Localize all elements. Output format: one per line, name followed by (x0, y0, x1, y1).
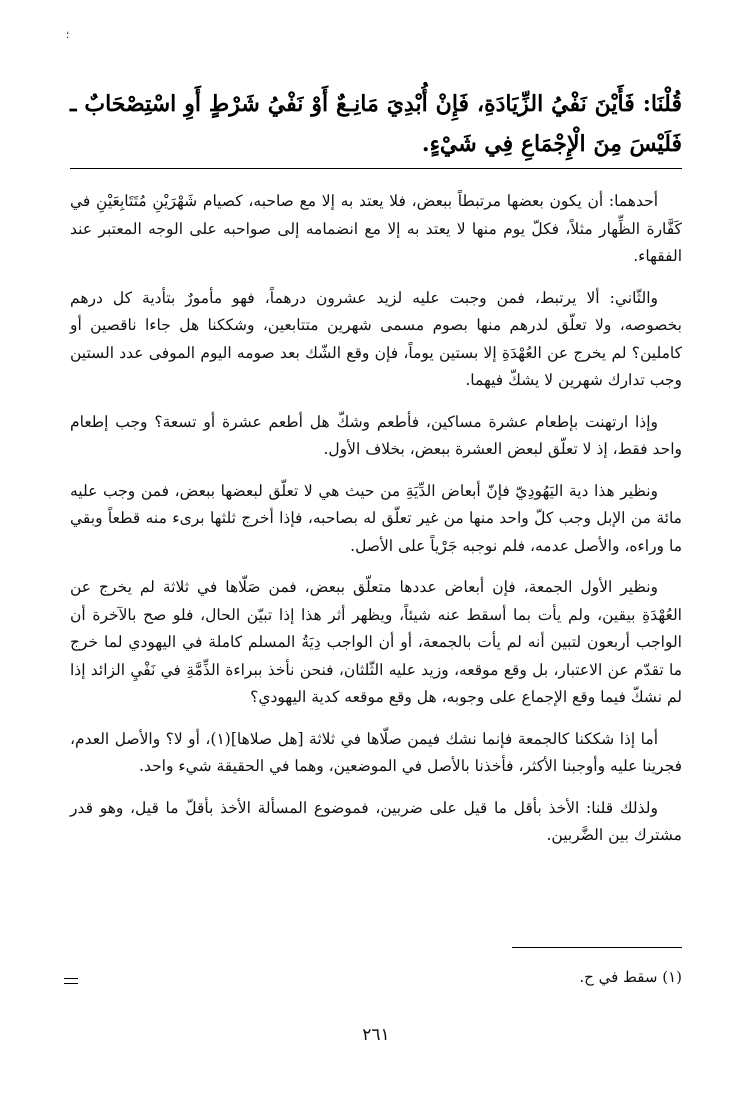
matn-separator-rule (70, 168, 682, 169)
continuation-mark (64, 978, 78, 988)
paragraph: والثّاني: ألا يرتبط، فمن وجبت عليه لزيد عشرون درهماً، فهو مأمورٌ بتأدية كل درهم بخصوصه، ولا تعلّق لدرهم منها بصوم مسمى شهرين متتابعين، وشككنا هل جاءا ناقصين أو كاملين؟ لم يخرج عن العُهْدَةِ إلا بستين يوماً، فإن وقع الشّك بعد صومه اليوم الموفى عدد الستين وجب تدارك شهرين لا يشكّ فيهما. (70, 288, 682, 389)
paragraph: أما إذا شككنا كالجمعة فإنما نشك فيمن صلّاها في ثلاثة [هل صلاها](١)، أو لا؟ والأصل العدم، فجرينا عليه وأوجبنا الأكثر، فأخذنا بالأصل في الموضعين، وهما في الحقيقة شيء واحد. (70, 729, 682, 775)
matn-text: قُلْنَا: فَأَيْنَ نَفْيُ الزِّيَادَةِ، فَإِنْ أُبْدِيَ مَانِـعٌ أَوْ نَفْيُ شَرْطٍ أَوِ اسْتِصْحَابٌ ـ فَلَيْسَ مِنَ الْإِجْمَاعِ فِي شَيْءٍ. (70, 91, 682, 157)
paragraph: وإذا ارتهنت بإطعام عشرة مساكين، فأطعم وشكّ هل أطعم عشرة أو تسعة؟ وجب إطعام واحد فقط، إذ لا تعلّق لبعض العشرة ببعض، بخلاف الأول. (70, 412, 682, 458)
page-number: ٢٦١ (362, 1025, 390, 1045)
paragraph: أحدهما: أن يكون بعضها مرتبطاً ببعض، فلا يعتد به إلا مع صاحبه، كصيام شَهْرَيْنِ مُتَتَابِعَيْنِ في كَفَّارة الظِّهار مثلاً، فكلّ يوم منها لا يعتد به إلا مع انضمامه إلى صواحبه على الوجه المعتبر عند الفقهاء. (70, 192, 682, 265)
footnote: (١) سقط في ح. (579, 968, 682, 986)
paragraph: ولذلك قلنا: الأخذ بأقل ما قيل على ضربين، فموضوع المسألة الأخذ بأقلّ ما قيل، وهو قدر مشترك بين الضَّربين. (70, 798, 682, 844)
corner-mark: ؛ (66, 30, 70, 41)
paragraph: ونظير الأول الجمعة، فإن أبعاض عددها متعلّق ببعض، فمن صَلّاها في ثلاثة لم يخرج عن العُهْدَةِ بيقين، ولم يأت بما أسقط عنه شيئاً، ويظهر أثر هذا إذا تبيّن الحال، فلو صح بالآخرة أن الواجب أربعون لتبين أنه لم يأت بالجمعة، أو أن الواجب دِيَةُ المسلم كاملة في اليهودي لما خرج ما تقدّم عن الاعتبار، بل وقع موقعه، وزيد عليه الثّلثان، فنحن نأخذ ببراءة الذِّمَّةِ في نَفْيِ الزائد إذا لم نشكّ فيما وقع الإجماع على وجوبه، هل وقع موقعه كدية اليهودي؟ (70, 578, 682, 706)
paragraph: ونظير هذا دية اليَهُودِيّ فإنّ أبعاض الدِّيَةِ من حيث هي لا تعلّق لبعضها ببعض، فمن وجب عليه مائة من الإبل وجب كلّ واحد منها من غير تعلّق له بصاحبه، فإذا أخرج ثلثها برىء منه قطعاً وبقي ما وراءه، والأصل عدمه، فلم نوجبه جَرْياً على الأصل. (70, 481, 682, 555)
commentary-body (70, 188, 682, 864)
footnote-separator-rule (512, 947, 682, 948)
